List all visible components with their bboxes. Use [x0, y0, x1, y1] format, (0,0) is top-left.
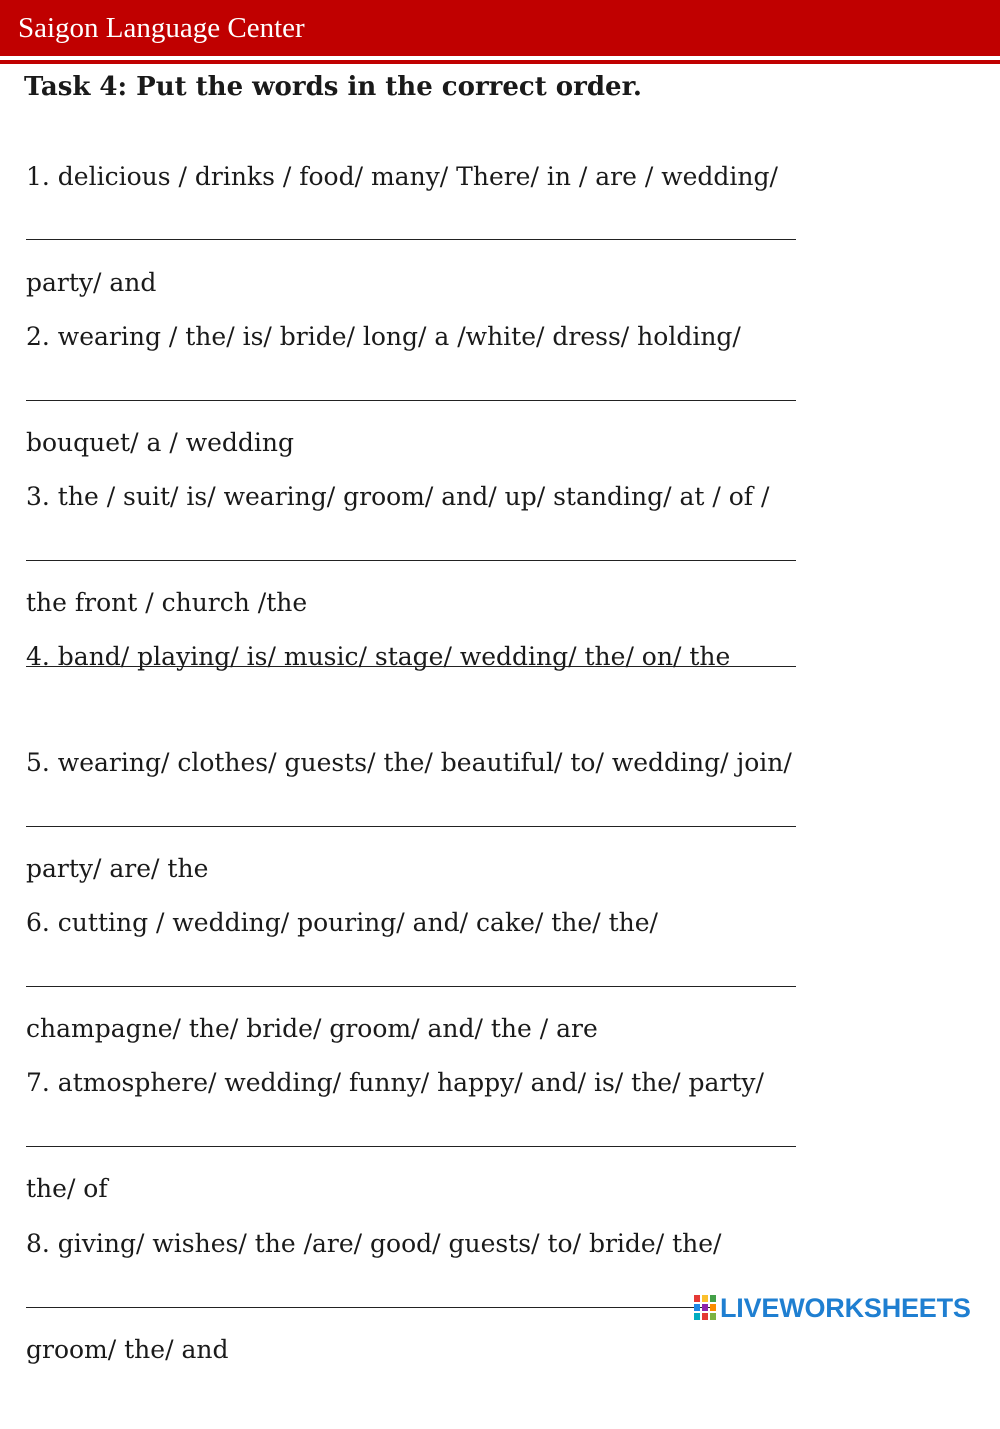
- item-2-line-1: 2. wearing / the/ is/ bride/ long/ a /white/ dress/ holding/: [26, 322, 741, 351]
- answer-line-3[interactable]: [26, 560, 796, 561]
- answer-line-6[interactable]: [26, 986, 796, 987]
- liveworksheets-logo[interactable]: [694, 1290, 971, 1326]
- header-divider: [0, 60, 1000, 64]
- answer-line-8[interactable]: [26, 1307, 716, 1308]
- item-5-line-2: party/ are/ the: [26, 854, 209, 883]
- answer-line-7[interactable]: [26, 1146, 796, 1147]
- task-title: Task 4: Put the words in the correct order.: [24, 72, 642, 102]
- item-6-line-1: 6. cutting / wedding/ pouring/ and/ cake/ the/ the/: [26, 908, 658, 937]
- item-2-line-2: bouquet/ a / wedding: [26, 428, 294, 457]
- item-3-line-1: 3. the / suit/ is/ wearing/ groom/ and/ up/ standing/ at / of /: [26, 482, 770, 511]
- item-8-line-1: 8. giving/ wishes/ the /are/ good/ guests/ to/ bride/ the/: [26, 1229, 722, 1258]
- answer-line-5[interactable]: [26, 826, 796, 827]
- item-3-line-2: the front / church /the: [26, 588, 308, 617]
- item-6-line-2: champagne/ the/ bride/ groom/ and/ the / are: [26, 1014, 598, 1043]
- logo-text: LIVEWORKSHEETS: [720, 1292, 971, 1323]
- item-7-line-1: 7. atmosphere/ wedding/ funny/ happy/ and/ is/ the/ party/: [26, 1068, 764, 1097]
- header-title: Saigon Language Center: [18, 12, 305, 44]
- answer-line-2[interactable]: [26, 400, 796, 401]
- item-8-line-2: groom/ the/ and: [26, 1335, 229, 1364]
- item-1-line-2: party/ and: [26, 268, 157, 297]
- item-4-line-1: 4. band/ playing/ is/ music/ stage/ wedding/ the/ on/ the: [26, 642, 731, 671]
- item-5-line-1: 5. wearing/ clothes/ guests/ the/ beautiful/ to/ wedding/ join/: [26, 748, 792, 777]
- liveworksheets-logo-icon: [694, 1295, 716, 1321]
- item-1-line-1: 1. delicious / drinks / food/ many/ There/ in / are / wedding/: [26, 162, 778, 191]
- item-7-line-2: the/ of: [26, 1174, 108, 1203]
- answer-line-4[interactable]: [26, 666, 796, 667]
- answer-line-1[interactable]: [26, 239, 796, 240]
